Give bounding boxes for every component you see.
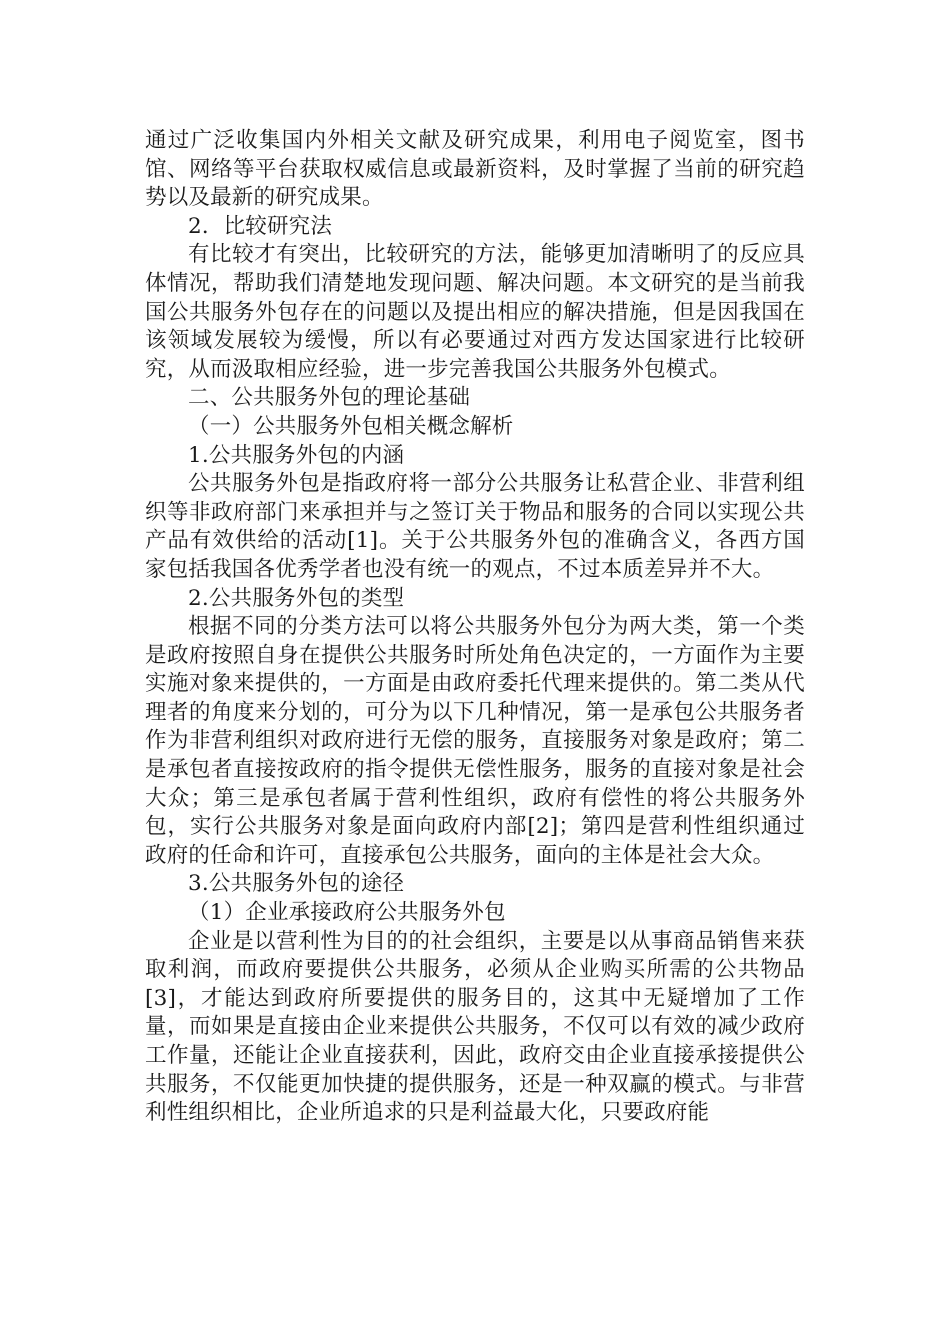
document-body [145, 127, 805, 1128]
subheading-enterprise: （1）企业承接政府公共服务外包 [188, 900, 506, 926]
paragraph-connotation: 公共服务外包是指政府将一部分公共服务让私营企业、非营利组织等非政府部门来承担并与之签订关于物品和服务的合同以实现公共产品有效供给的活动[1]。关于公共服务外包的准确含义，各西方国家包括我国各优秀学者也没有统一的观点，不过本质差异并不大。 [145, 471, 805, 582]
subsection-heading-concepts: （一）公共服务外包相关概念解析 [188, 413, 514, 439]
paragraph-enterprise: 企业是以营利性为目的的社会组织，主要是以从事商品销售来获取利润，而政府要提供公共服务，必须从企业购买所需的公共物品[3]，才能达到政府所要提供的服务目的，这其中无疑增加了工作量，而如果是直接由企业来提供公共服务，不仅可以有效的减少政府工作量，还能让企业直接获利，因此，政府交由企业直接承接提供公共服务，不仅能更加快捷的提供服务，还是一种双赢的模式。与非营利性组织相比，企业所追求的只是利益最大化，只要政府能 [145, 928, 805, 1126]
paragraph-comparative-method: 有比较才有突出，比较研究的方法，能够更加清晰明了的反应具体情况，帮助我们清楚地发现问题、解决问题。本文研究的是当前我国公共服务外包存在的问题以及提出相应的解决措施，但是因我国在该领域发展较为缓慢，所以有必要通过对西方发达国家进行比较研究，从而汲取相应经验，进一步完善我国公共服务外包模式。 [145, 242, 805, 382]
paragraph-types: 根据不同的分类方法可以将公共服务外包分为两大类，第一个类是政府按照自身在提供公共服务时所处角色决定的，一方面作为主要实施对象来提供的，一方面是由政府委托代理来提供的。第二类从代理者的角度来分划的，可分为以下几种情况，第一是承包公共服务者作为非营利组织对政府进行无偿的服务，直接服务对象是政府；第二是承包者直接按政府的指令提供无偿性服务，服务的直接对象是社会大众；第三是承包者属于营利性组织，政府有偿性的将公共服务外包，实行公共服务对象是面向政府内部[2]；第四是营利性组织通过政府的任命和许可，直接承包公共服务，面向的主体是社会大众。 [145, 614, 805, 868]
heading-connotation: 1.公共服务外包的内涵 [188, 442, 405, 468]
heading-approaches: 3.公共服务外包的途径 [188, 871, 405, 897]
heading-comparative-method: 2．比较研究法 [188, 213, 333, 239]
heading-types: 2.公共服务外包的类型 [188, 585, 405, 611]
paragraph-research-methods-intro: 通过广泛收集国内外相关文献及研究成果，利用电子阅览室，图书馆、网络等平台获取权威信息或最新资料，及时掌握了当前的研究趋势以及最新的研究成果。 [145, 128, 805, 211]
section-heading-theory: 二、公共服务外包的理论基础 [188, 385, 471, 411]
